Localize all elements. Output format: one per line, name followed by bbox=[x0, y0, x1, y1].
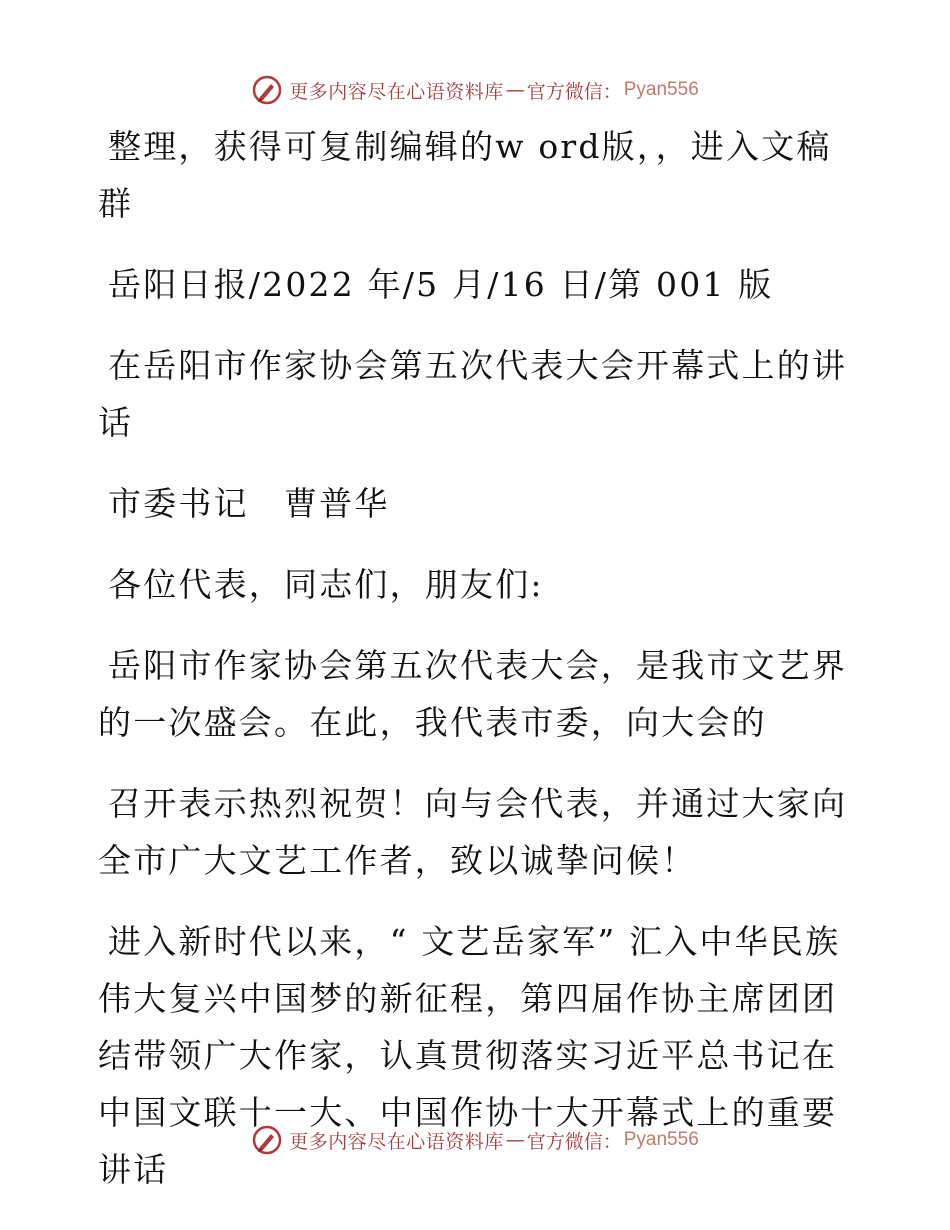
paragraph-title: 在岳阳市作家协会第五次代表大会开幕式上的讲话 bbox=[98, 346, 848, 442]
pen-logo-icon bbox=[251, 1124, 283, 1156]
paragraph-intro: 整理，获得可复制编辑的w ord版，，进入文稿群 bbox=[98, 127, 832, 223]
watermark-separator: — bbox=[505, 1129, 525, 1151]
watermark-text: 更多内容尽在心语资料库 bbox=[289, 1130, 504, 1153]
watermark-text: 更多内容尽在心语资料库 bbox=[289, 80, 504, 103]
watermark-separator: — bbox=[505, 79, 525, 101]
paragraph-greeting: 各位代表，同志们，朋友们: bbox=[108, 565, 544, 604]
paragraph-body-1: 岳阳市作家协会第五次代表大会，是我市文艺界的一次盛会。在此，我代表市委，向大会的 bbox=[98, 646, 848, 742]
document-body bbox=[98, 118, 850, 1198]
watermark-official-label: 官方微信： bbox=[526, 1130, 622, 1153]
watermark-wechat-id: Pyan556 bbox=[623, 79, 699, 100]
watermark-official-label: 官方微信： bbox=[526, 80, 622, 103]
watermark-wechat-id: Pyan556 bbox=[623, 1129, 699, 1150]
paragraph-source: 岳阳日报/2022 年/5 月/16 日/第 001 版 bbox=[108, 265, 774, 304]
pen-logo-icon bbox=[251, 74, 283, 106]
watermark-banner-bottom bbox=[0, 1120, 950, 1160]
paragraph-body-2: 召开表示热烈祝贺！向与会代表，并通过大家向全市广大文艺工作者，致以诚挚问候！ bbox=[98, 784, 848, 880]
paragraph-author: 市委书记 曹普华 bbox=[108, 484, 390, 523]
paragraph-body-3: 进入新时代以来，“ 文艺岳家军” 汇入中华民族伟大复兴中国梦的新征程，第四届作协主席团团结带领广大作家，认真贯彻落实习近平总书记在中国文联十一大、中国作协十大开幕式上的重要讲话 bbox=[98, 922, 841, 1189]
watermark-banner-top bbox=[0, 70, 950, 110]
